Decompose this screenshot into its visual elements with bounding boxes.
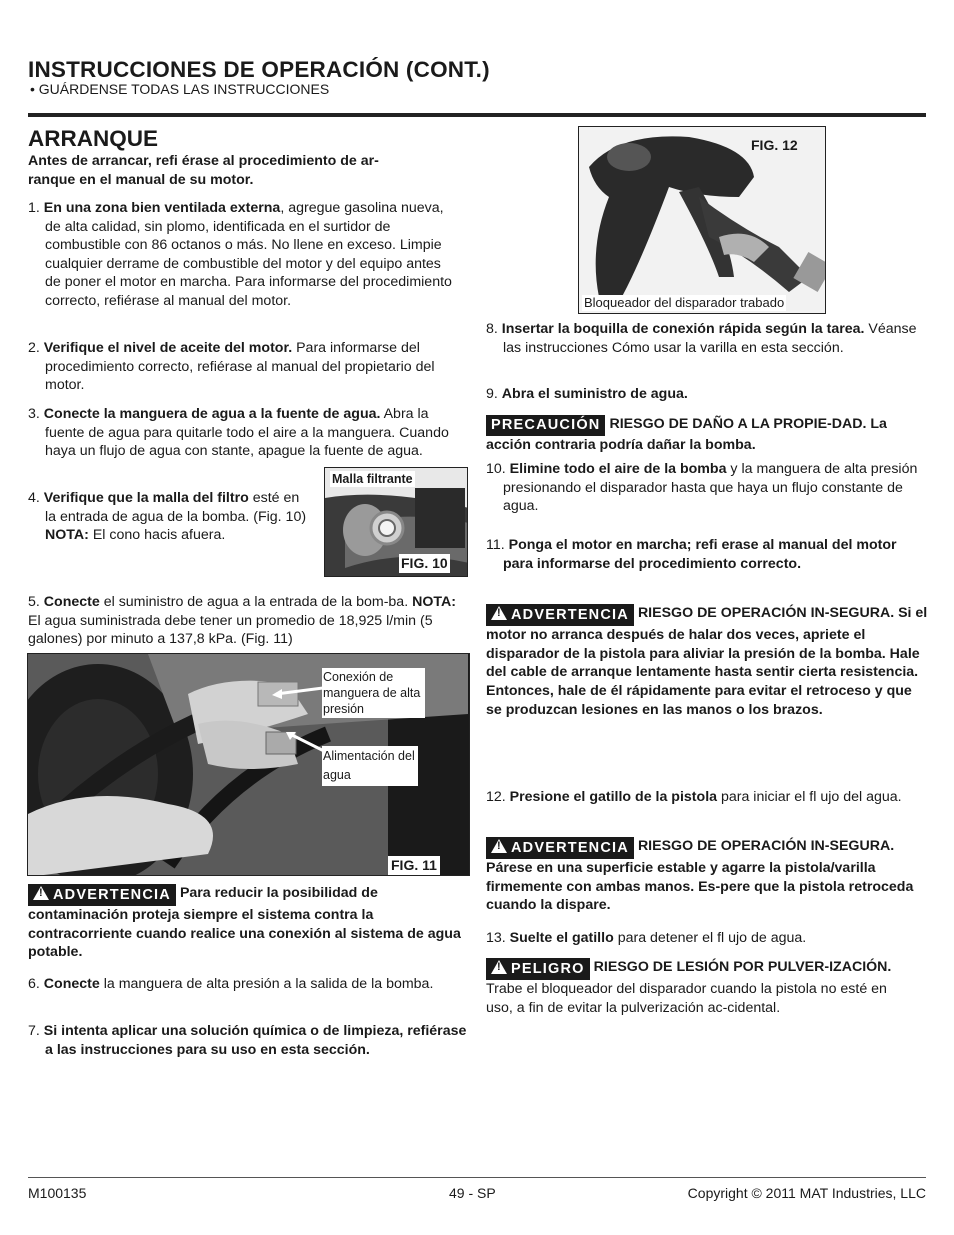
figure-12 — [578, 126, 826, 314]
warning-badge: !ADVERTENCIA — [28, 884, 176, 906]
fig12-caption: Bloqueador del disparador trabado — [584, 295, 785, 310]
fig12-illustration — [579, 127, 826, 314]
warning-badge-2: !ADVERTENCIA — [486, 604, 634, 626]
fig11-callout-water: Alimentación del agua — [322, 746, 418, 786]
step-7: 7. Si intenta aplicar una solución química o de limpieza, refiérase a las instrucciones para su uso en esta sección. — [28, 1023, 467, 1058]
page-subtitle: • GUÁRDENSE TODAS LAS INSTRUCCIONES — [30, 81, 330, 97]
warning-engine-start: !ADVERTENCIA RIESGO DE OPERACIÓN IN-SEGURA. Si el motor no arranca después de halar dos veces, apriete el disparador de la pistola para aliviar la presión de la bomba. Hale del cable de arranque lentamente hasta sentir cierta resistencia. Entonces, hale de él rápidamente para evitar el retroceso y que se produzcan lesiones en las manos o los brazos. — [486, 604, 928, 720]
fig12-label: FIG. 12 — [751, 137, 798, 153]
warning-badge-3: !ADVERTENCIA — [486, 837, 634, 859]
figure-11 — [27, 653, 470, 876]
step-3: 3. Conecte la manguera de agua a la fuente de agua. Abra la fuente de agua para quitarle todo el aire a la manguera. Cuando haya un flujo de agua con stante, apague la fuente de agua. — [28, 406, 449, 459]
header-rule — [28, 113, 926, 117]
danger-spray-injury: !PELIGRO RIESGO DE LESIÓN POR PULVER-IZACIÓN. Trabe el bloqueador del disparador cuando la pistola no esté en uso, a fin de evitar la pulverización ac-cidental. — [486, 958, 916, 1017]
caution-property-damage: PRECAUCIÓN RIESGO DE DAÑO A LA PROPIE-DAD. La acción contraria podría dañar la bomba. — [486, 416, 887, 453]
warning-triangle-icon-2 — [491, 606, 507, 620]
danger-triangle-icon — [491, 960, 507, 974]
step-12: 12. Presione el gatillo de la pistola para iniciar el fl ujo del agua. — [486, 789, 902, 805]
step-4: 4. Verifique que la malla del filtro esté en la entrada de agua de la bomba. (Fig. 10) NOTA: El cono hacis afuera. — [28, 490, 307, 543]
warning-triangle-icon — [33, 886, 49, 900]
fig10-callout: Malla filtrante — [332, 472, 413, 486]
step-13: 13. Suelte el gatillo para detener el fl ujo de agua. — [486, 930, 807, 946]
step-6: 6. Conecte la manguera de alta presión a la salida de la bomba. — [28, 976, 434, 992]
fig11-callout-hose: Conexión de manguera de alta presión — [322, 668, 425, 718]
danger-badge: !PELIGRO — [486, 958, 590, 980]
footer-rule — [28, 1177, 926, 1178]
caution-badge: PRECAUCIÓN — [486, 415, 605, 436]
warning-recoil: !ADVERTENCIA RIESGO DE OPERACIÓN IN-SEGURA. Párese en una superficie estable y agarre la pistola/varilla firmemente con ambas manos. Es-pere que la pistola retroceda cuando la dispare. — [486, 837, 926, 915]
step-8: 8. Insertar la boquilla de conexión rápida según la tarea. Véanse las instrucciones Cómo usar la varilla en esta sección. — [486, 321, 917, 356]
section-title: ARRANQUE — [28, 126, 159, 151]
step-1: 1. En una zona bien ventilada externa, agregue gasolina nueva, de alta calidad, sin plomo, identificada en el surtidor de combustible con 86 octanos o más. No llene en exceso. Limpie cualquier derrame de combustible del motor y del equipo antes de poner el motor en marcha. Para informarse del procedimiento correcto, refiérase al manual del motor. — [28, 200, 452, 309]
step-5: 5. Conecte el suministro de agua a la entrada de la bom-ba. NOTA: El agua suministrada debe tener un promedio de 18,925 l/min (5 galones) por minuto a 137,8 kPa. (Fig. 11) — [28, 594, 456, 647]
step-9: 9. Abra el suministro de agua. — [486, 386, 688, 402]
footer-copyright: Copyright © 2011 MAT Industries, LLC — [687, 1185, 926, 1201]
step-11: 11. Ponga el motor en marcha; refi erase al manual del motor para informarse del procedimiento correcto. — [486, 537, 897, 572]
warning-backflow: !ADVERTENCIA Para reducir la posibilidad de contaminación proteja siempre el sistema contra la contracorriente cuando realice una conexión al sistema de agua potable. — [28, 884, 468, 962]
step-10: 10. Elimine todo el aire de la bomba y la manguera de alta presión presionando el disparador hasta que haya un flujo constante de agua. — [486, 461, 918, 514]
fig10-label: FIG. 10 — [401, 555, 448, 571]
footer-code: M100135 — [28, 1185, 87, 1201]
figure-10 — [324, 467, 468, 577]
fig11-label: FIG. 11 — [388, 856, 440, 875]
footer-page-number: 49 - SP — [449, 1185, 496, 1201]
step-2: 2. Verifique el nivel de aceite del motor. Para informarse del procedimiento correcto, refiérase al manual del propietario del motor. — [28, 340, 435, 393]
page-title: INSTRUCCIONES DE OPERACIÓN (CONT.) — [28, 57, 490, 82]
warning-triangle-icon-3 — [491, 839, 507, 853]
section-intro: Antes de arrancar, refi érase al procedimiento de ar- ranque en el manual de su motor. — [28, 153, 379, 188]
